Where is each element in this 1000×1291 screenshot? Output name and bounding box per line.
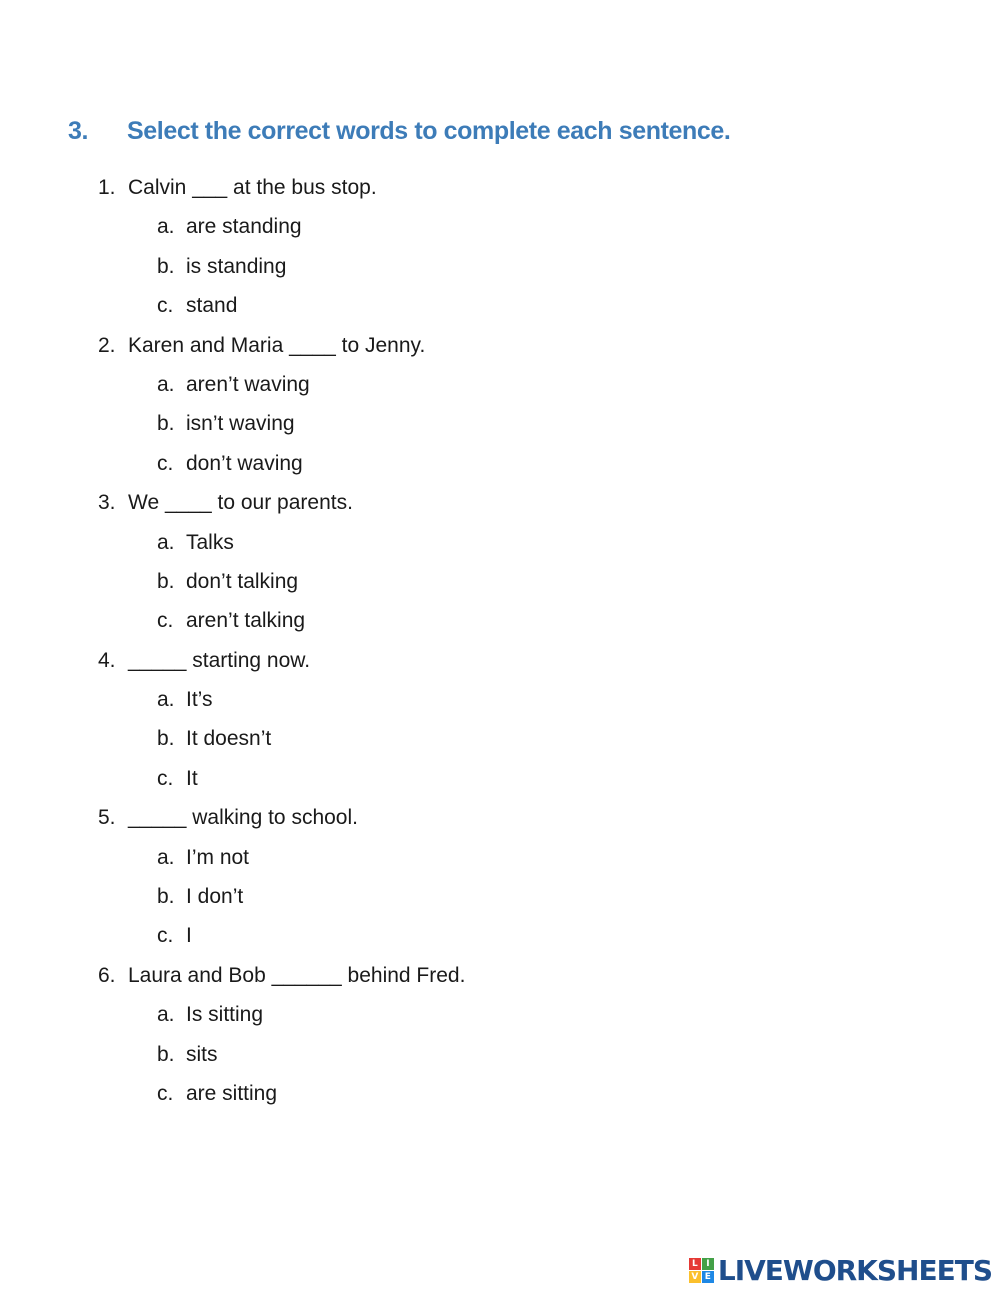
answer-option[interactable] bbox=[98, 251, 918, 290]
question-text: We ____ to our parents. bbox=[128, 491, 353, 515]
option-letter: b. bbox=[157, 885, 175, 909]
option-letter: a. bbox=[157, 688, 175, 712]
option-text: It bbox=[186, 766, 198, 790]
section-number: 3. bbox=[68, 117, 89, 145]
question-3 bbox=[98, 487, 918, 526]
answer-option[interactable] bbox=[98, 842, 918, 881]
option-letter: c. bbox=[157, 766, 174, 790]
option-text: isn’t waving bbox=[186, 412, 295, 436]
option-text: stand bbox=[186, 294, 238, 318]
logo-tile: L bbox=[689, 1258, 701, 1270]
answer-option[interactable] bbox=[98, 408, 918, 447]
answer-option[interactable] bbox=[98, 999, 918, 1038]
answer-option[interactable] bbox=[98, 290, 918, 329]
question-6 bbox=[98, 960, 918, 999]
brand-name: LIVEWORKSHEETS bbox=[717, 1253, 992, 1287]
question-5 bbox=[98, 802, 918, 841]
option-letter: b. bbox=[157, 727, 175, 751]
question-number: 2. bbox=[98, 333, 116, 357]
option-text: aren’t talking bbox=[186, 609, 306, 633]
question-number: 3. bbox=[98, 491, 116, 515]
question-number: 4. bbox=[98, 648, 116, 672]
question-number: 1. bbox=[98, 176, 116, 199]
option-text: I bbox=[186, 924, 192, 948]
option-text: don’t waving bbox=[186, 451, 303, 475]
question-1 bbox=[98, 172, 918, 211]
option-letter: b. bbox=[157, 1042, 175, 1066]
section-heading bbox=[68, 117, 730, 146]
option-text: are sitting bbox=[186, 1081, 278, 1105]
option-text: I don’t bbox=[186, 885, 244, 909]
question-number: 6. bbox=[98, 963, 116, 987]
question-4 bbox=[98, 645, 918, 684]
option-letter: a. bbox=[157, 372, 175, 396]
answer-option[interactable] bbox=[98, 763, 918, 802]
option-letter: c. bbox=[157, 451, 174, 475]
question-text: Laura and Bob ______ behind Fred. bbox=[128, 963, 466, 987]
section-title: Select the correct words to complete each sentence. bbox=[127, 117, 731, 145]
answer-option[interactable] bbox=[98, 527, 918, 566]
option-letter: a. bbox=[157, 530, 175, 554]
footer-brand bbox=[689, 1252, 992, 1288]
option-letter: a. bbox=[157, 845, 175, 869]
option-letter: b. bbox=[157, 569, 175, 593]
option-text: are standing bbox=[186, 215, 302, 239]
liveworksheets-logo-icon bbox=[689, 1258, 714, 1283]
question-text: Calvin ___ at the bus stop. bbox=[128, 176, 377, 199]
answer-option[interactable] bbox=[98, 566, 918, 605]
option-letter: c. bbox=[157, 294, 174, 318]
option-letter: a. bbox=[157, 1003, 175, 1027]
question-number: 5. bbox=[98, 806, 116, 830]
option-letter: a. bbox=[157, 215, 175, 239]
question-2 bbox=[98, 330, 918, 369]
option-text: don’t talking bbox=[186, 569, 299, 593]
question-text: Karen and Maria ____ to Jenny. bbox=[128, 333, 426, 357]
logo-tile: E bbox=[702, 1271, 714, 1283]
answer-option[interactable] bbox=[98, 211, 918, 250]
answer-option[interactable] bbox=[98, 448, 918, 487]
option-letter: c. bbox=[157, 924, 174, 948]
option-letter: b. bbox=[157, 254, 175, 278]
answer-option[interactable] bbox=[98, 605, 918, 644]
answer-option[interactable] bbox=[98, 723, 918, 762]
option-letter: c. bbox=[157, 609, 174, 633]
option-text: Talks bbox=[186, 530, 234, 554]
logo-tile: V bbox=[689, 1271, 701, 1283]
question-text: _____ starting now. bbox=[128, 648, 311, 672]
question-text: _____ walking to school. bbox=[128, 806, 358, 830]
option-text: is standing bbox=[186, 254, 287, 278]
option-text: sits bbox=[186, 1042, 218, 1066]
answer-option[interactable] bbox=[98, 1039, 918, 1078]
option-letter: b. bbox=[157, 412, 175, 436]
option-text: It doesn’t bbox=[186, 727, 272, 751]
option-text: aren’t waving bbox=[186, 372, 310, 396]
option-text: It’s bbox=[186, 688, 213, 712]
option-letter: c. bbox=[157, 1081, 174, 1105]
option-text: Is sitting bbox=[186, 1003, 264, 1027]
answer-option[interactable] bbox=[98, 881, 918, 920]
answer-option[interactable] bbox=[98, 369, 918, 408]
option-text: I’m not bbox=[186, 845, 250, 869]
logo-tile: I bbox=[702, 1258, 714, 1270]
answer-option[interactable] bbox=[98, 684, 918, 723]
answer-option[interactable] bbox=[98, 1078, 918, 1117]
answer-option[interactable] bbox=[98, 920, 918, 959]
question-list bbox=[98, 172, 918, 1117]
